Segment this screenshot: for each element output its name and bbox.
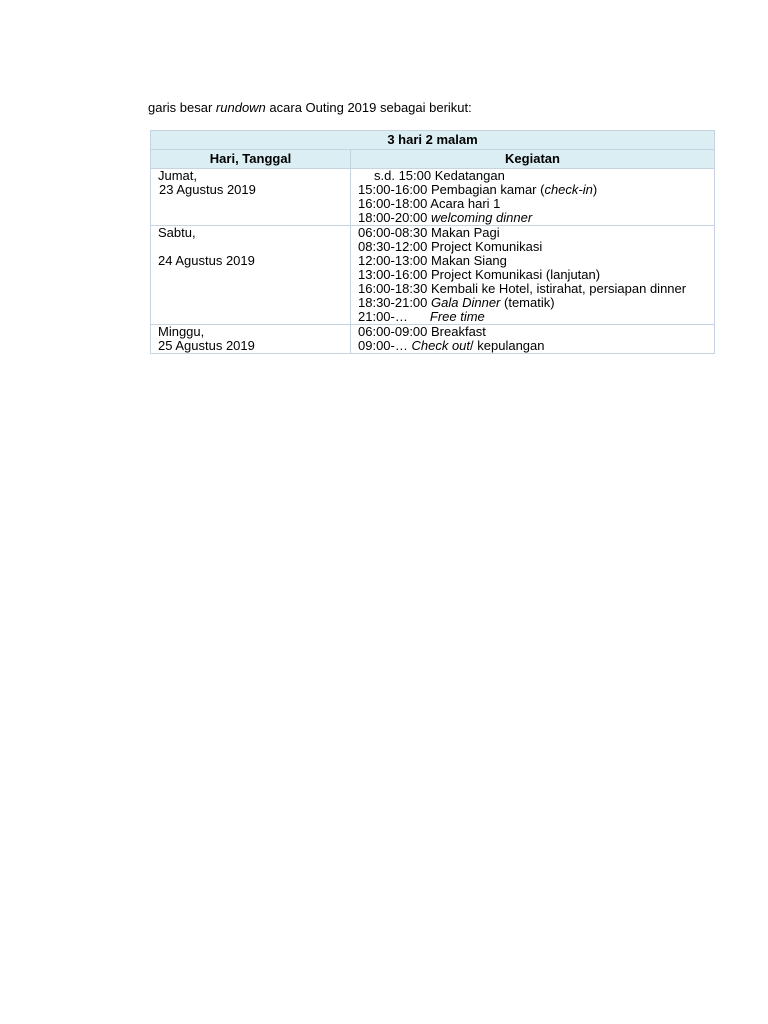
activity-text: 18:30-21:00	[358, 295, 432, 310]
intro-prefix: garis besar	[148, 100, 216, 115]
activity-cell	[351, 169, 715, 226]
day-name: Sabtu,	[158, 225, 196, 240]
activity-cell	[351, 226, 715, 325]
day-date: 23 Agustus 2019	[159, 182, 256, 197]
activity-line: s.d. 15:00 Kedatangan	[374, 168, 505, 183]
activity-italic: Free time	[429, 309, 485, 324]
activity-text: (tematik)	[500, 295, 555, 310]
header-activity: Kegiatan	[351, 150, 715, 169]
day-date: 24 Agustus 2019	[158, 253, 255, 268]
day-name: Minggu,	[158, 324, 205, 339]
table-title-row	[151, 131, 715, 150]
day-cell	[151, 169, 351, 226]
activity-line: 13:00-16:00 Project Komunikasi (lanjutan)	[358, 267, 601, 282]
activity-line: 06:00-09:00 Breakfast	[358, 324, 486, 339]
activity-text: )	[592, 182, 598, 197]
day-cell	[151, 226, 351, 325]
activity-line: 12:00-13:00 Makan Siang	[358, 253, 507, 268]
day-cell	[151, 325, 351, 354]
activity-line	[358, 211, 714, 225]
activity-line	[358, 296, 714, 310]
intro-suffix: acara Outing 2019 sebagai berikut:	[265, 100, 472, 115]
activity-cell	[351, 325, 715, 354]
activity-line: 16:00-18:30 Kembali ke Hotel, istirahat, persiapan dinner	[358, 281, 687, 296]
rundown-table	[150, 130, 715, 354]
activity-text: 18:00-20:00	[358, 210, 432, 225]
header-day: Hari, Tanggal	[151, 150, 351, 169]
day-name: Jumat,	[158, 168, 198, 183]
activity-italic: welcoming dinner	[431, 210, 533, 225]
activity-italic: Check out	[411, 338, 471, 353]
table-row	[151, 325, 715, 354]
intro-text	[148, 100, 472, 116]
table-row	[151, 169, 715, 226]
activity-line: 16:00-18:00 Acara hari 1	[358, 196, 501, 211]
intro-italic: rundown	[215, 100, 266, 115]
activity-text: 21:00-…	[358, 309, 408, 324]
activity-line	[358, 183, 714, 197]
activity-line	[358, 339, 714, 353]
table-row	[151, 226, 715, 325]
activity-text: / kepulangan	[470, 338, 545, 353]
activity-text: 09:00-…	[358, 338, 412, 353]
spacer	[158, 240, 350, 254]
table-header-row	[151, 150, 715, 169]
activity-line: 08:30-12:00 Project Komunikasi	[358, 239, 543, 254]
activity-italic: Gala Dinner	[431, 295, 501, 310]
activity-text: 15:00-16:00 Pembagian kamar (	[358, 182, 545, 197]
table-title: 3 hari 2 malam	[151, 131, 715, 150]
activity-line: 06:00-08:30 Makan Pagi	[358, 225, 500, 240]
activity-italic: check-in	[544, 182, 593, 197]
day-date: 25 Agustus 2019	[158, 338, 255, 353]
activity-line	[358, 310, 714, 324]
